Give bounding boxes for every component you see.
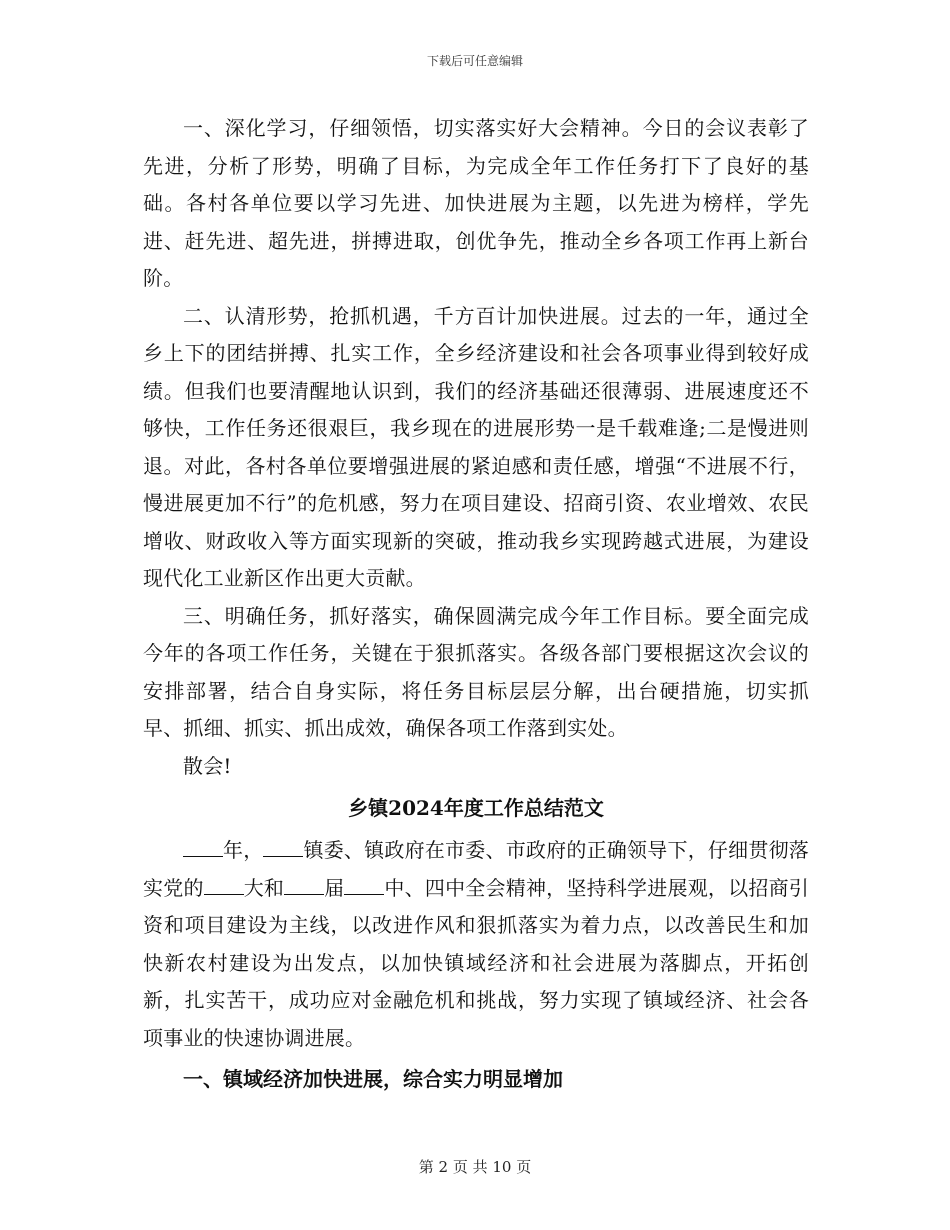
- intro-text-1: 年，: [223, 838, 264, 862]
- fill-blank: [183, 836, 223, 857]
- header-note: 下载后可任意编辑: [426, 54, 523, 68]
- fill-blank: [284, 874, 324, 895]
- page-number: 第 2 页 共 10 页: [418, 1158, 532, 1176]
- article-title: 乡镇2024年度工作总结范文: [348, 796, 604, 820]
- fill-blank: [263, 836, 303, 857]
- paragraph-2: 二、认清形势，抢抓机遇，千方百计加快进展。过去的一年，通过全乡上下的团结拼搏、扎实工作，全乡经济建设和社会各项事业得到较好成绩。但我们也要清醒地认识到，我们的经济基础还很薄弱、进展速度还不够快，工作任务还很艰巨，我乡现在的进展形势一是千载难逢;二是慢进则退。对此，各村各单位要增强进展的紧迫感和责任感，增强“不进展不行，慢进展更加不行”的危机感，努力在项目建设、招商引资、农业增效、农民增收、财政收入等方面实现新的突破，推动我乡实现跨越式进展，为建设现代化工业新区作出更大贡献。: [143, 303, 809, 590]
- intro-text-2: 镇委、镇政府在市委、市政府的正确领导下，仔细贯彻落实党的: [143, 838, 809, 900]
- intro-text-3: 大和: [243, 875, 285, 900]
- fill-blank: [204, 874, 244, 895]
- intro-text-5: 中、四中全会精神，坚持科学进展观，以招商引资和项目建设为主线，以改进作风和狠抓落实为着力点，以改善民生和加快新农村建设为出发点，以加快镇域经济和社会进展为落脚点，开拓创新，扎实苦干，成功应对金融危机和挑战，努力实现了镇域经济、社会各项事业的快速协调进展。: [143, 875, 810, 1050]
- section-heading: 一、镇域经济加快进展，综合实力明显增加: [183, 1067, 563, 1091]
- article-intro: [143, 832, 809, 1057]
- fill-blank: [344, 874, 384, 895]
- paragraph-1: 一、深化学习，仔细领悟，切实落实好大会精神。今日的会议表彰了先进，分析了形势，明确了目标，为完成全年工作任务打下了良好的基础。各村各单位要以学习先进、加快进展为主题，以先进为榜样，学先进、赶先进、超先进，拼搏进取，创优争先，推动全乡各项工作再上新台阶。: [143, 116, 809, 290]
- closing-line: 散会!: [183, 753, 232, 778]
- intro-text-4: 届: [324, 875, 345, 900]
- paragraph-3: 三、明确任务，抓好落实，确保圆满完成今年工作目标。要全面完成今年的各项工作任务，关键在于狠抓落实。各级各部门要根据这次会议的安排部署，结合自身实际，将任务目标层层分解，出台硬措施，切实抓早、抓细、抓实、抓出成效，确保各项工作落到实处。: [143, 603, 809, 740]
- document-body: [143, 110, 809, 1098]
